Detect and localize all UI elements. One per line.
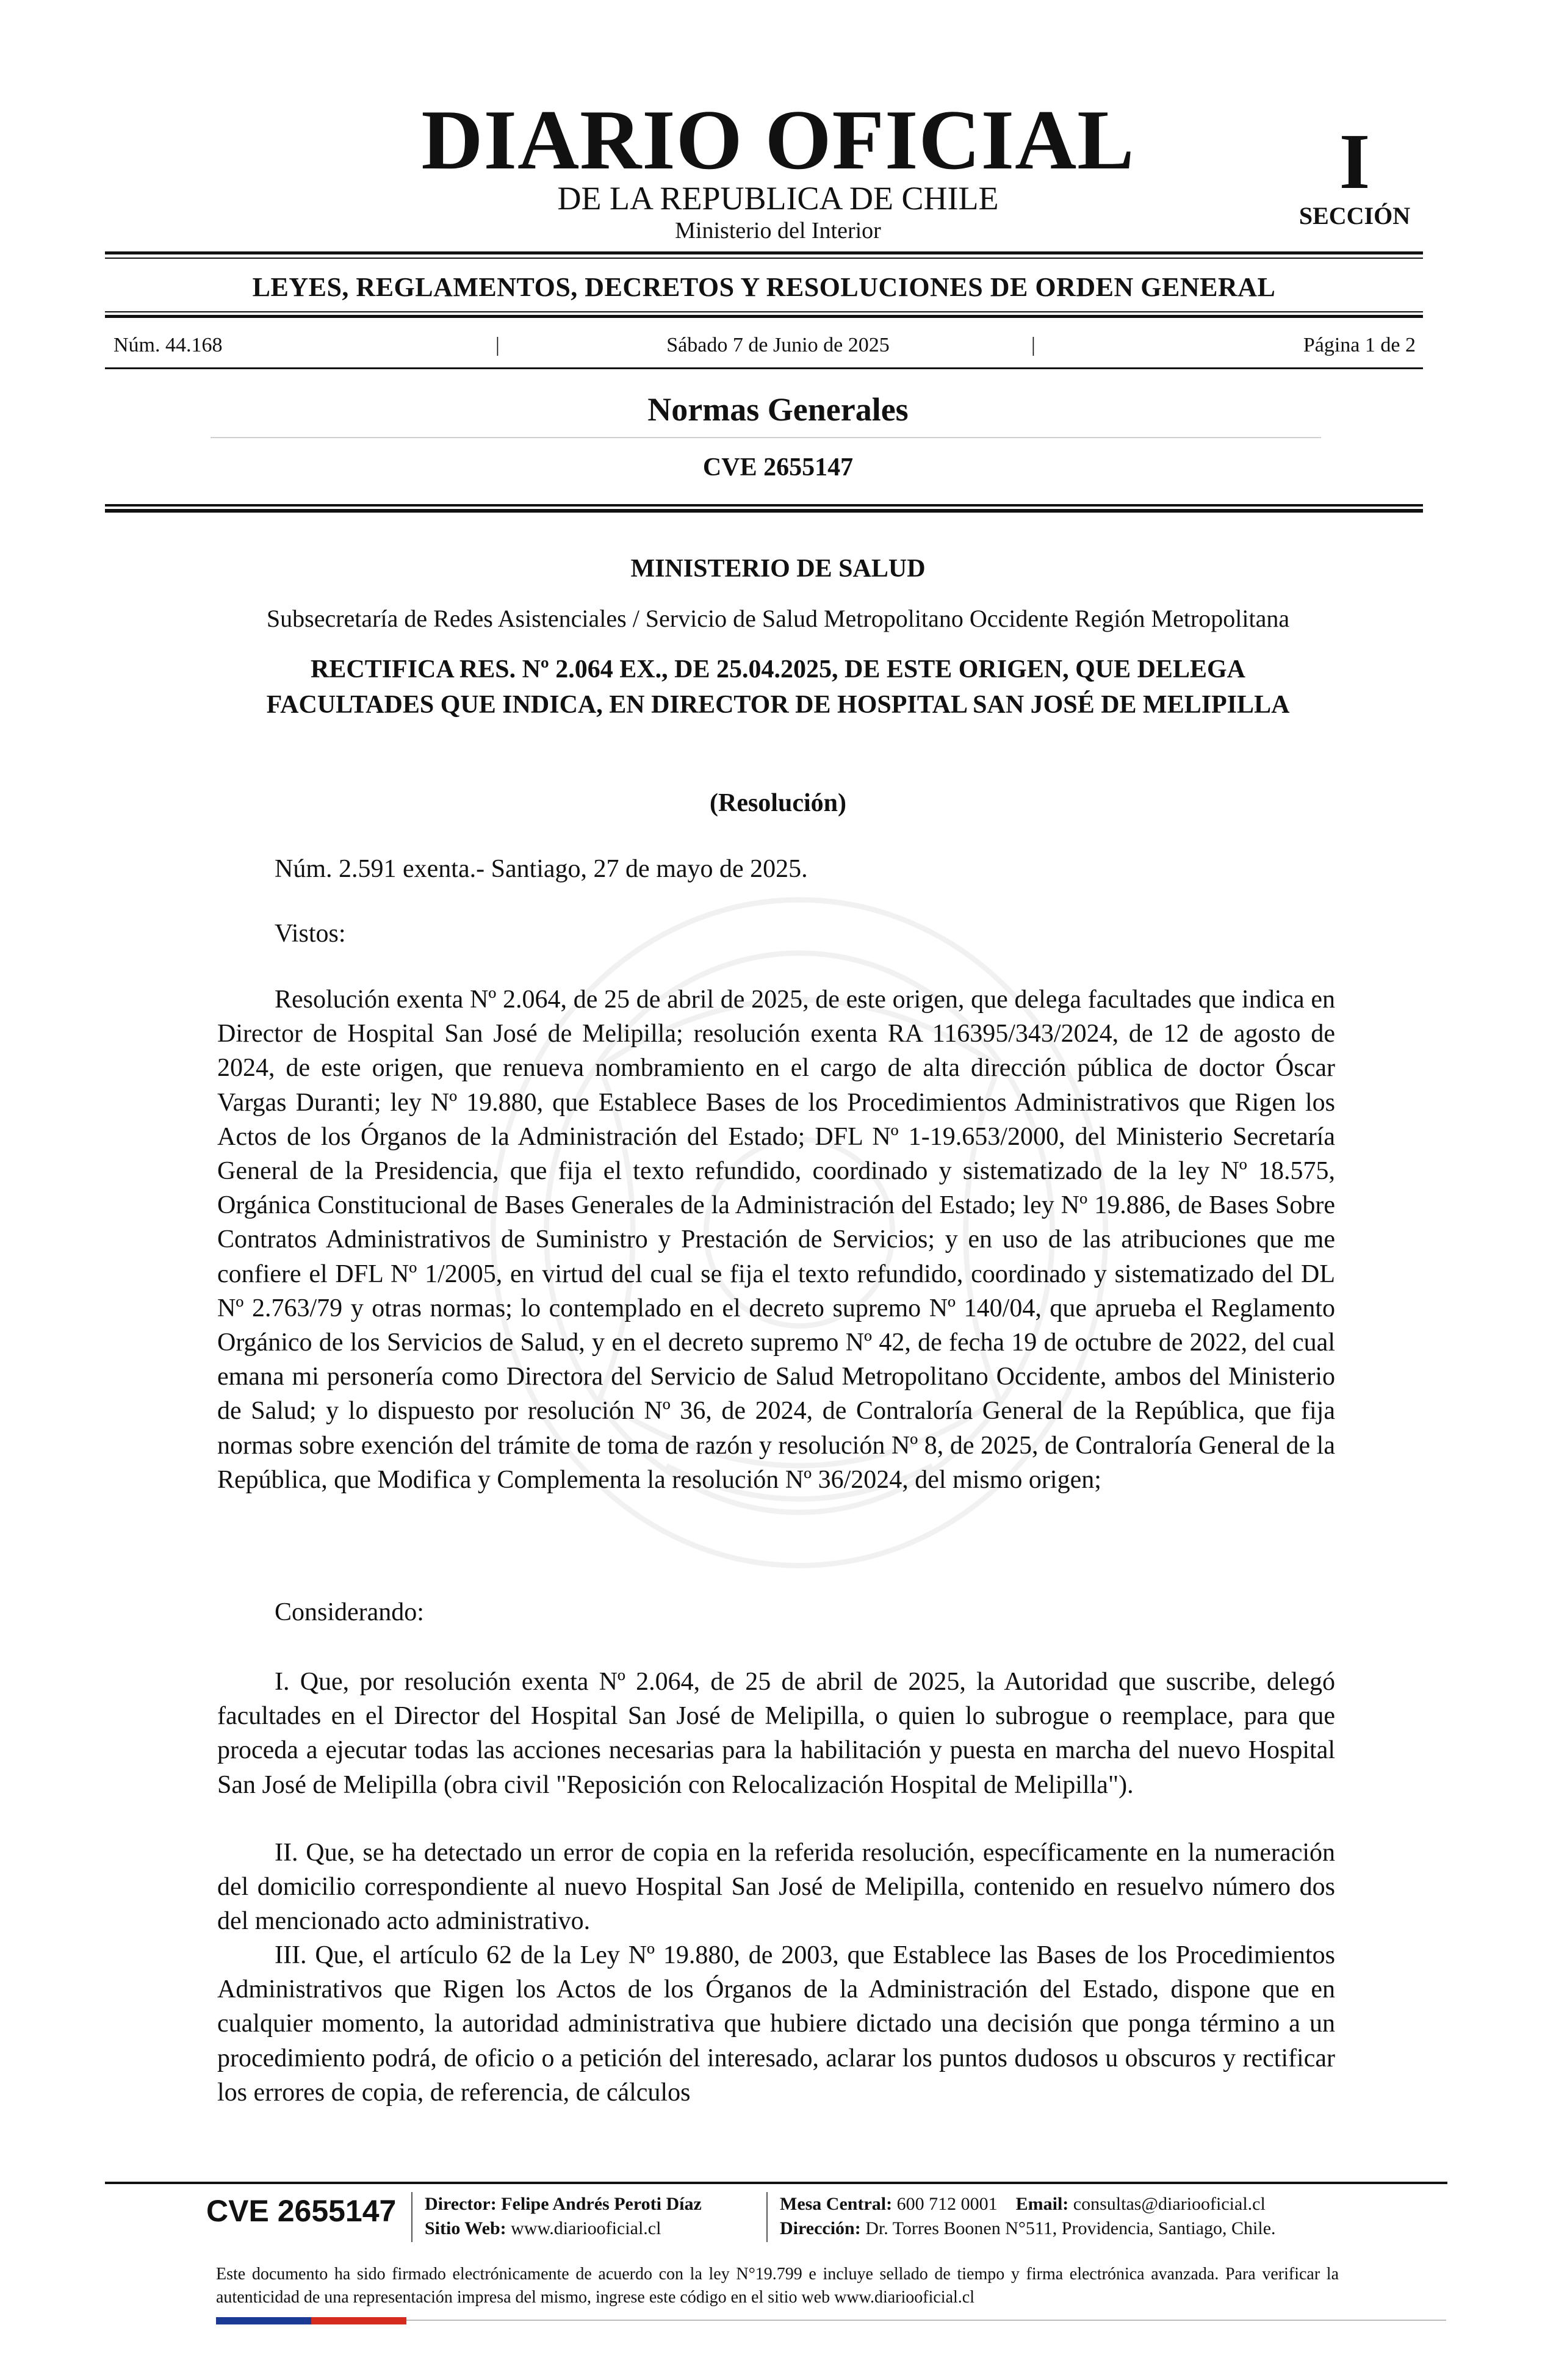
page-indicator: Página 1 de 2 xyxy=(1303,334,1416,356)
flag-stripe-red xyxy=(311,2317,406,2324)
newspaper-subtitle: DE LA REPUBLICA DE CHILE xyxy=(557,180,999,217)
vistos-label: Vistos: xyxy=(275,920,346,948)
header-rule-top-thin xyxy=(105,258,1423,259)
vistos-paragraph: Resolución exenta Nº 2.064, de 25 de abril de 2025, de este origen, que delega facultades que indica en Director de Hospital San José de Melipilla; resolución exenta RA 116395/343/2024, de 12 de agosto de 2024, de este origen, que renueva nombramiento en el cargo de alta dirección pública de doctor Óscar Vargas Duranti; ley Nº 19.880, que Establece Bases de los Procedimientos Administrativos que Rigen los Actos de los Órganos de la Administración del Estado; DFL Nº 1-19.653/2000, del Ministerio Secretaría General de la Presidencia, que fija el texto refundido, coordinado y sistematizado de la ley Nº 18.575, Orgánica Constitucional de Bases Generales de la Administración del Estado; ley Nº 19.886, de Bases Sobre Contratos Administrativos de Suministro y Prestación de Servicios; y en uso de las atribuciones que me confiere el DFL Nº 1/2005, en virtud del cual se fija el texto refundido, coordinado y sistematizado del DL Nº 2.763/79 y otras normas; lo contemplado en el decreto supremo Nº 140/04, que aprueba el Reglamento Orgánico de los Servicios de Salud, y en el decreto supremo Nº 42, de fecha 19 de octubre de 2022, del cual emana mi personería como Directora del Servicio de Salud Metropolitano Occidente, ambos del Ministerio de Salud; y lo dispuesto por resolución Nº 36, de 2024, de Contraloría General de la República, que fija normas sobre exención del trámite de toma de razón y resolución Nº 8, de 2025, de Contraloría General de la República, que Modifica y Complementa la resolución Nº 36/2024, del mismo origen; xyxy=(217,986,1335,1494)
category-rule xyxy=(211,437,1321,438)
document-type: (Resolución) xyxy=(710,789,846,817)
section-label: SECCIÓN xyxy=(1298,202,1411,229)
issue-number: Núm. 44.168 xyxy=(113,334,223,356)
header-rule-mid-thick xyxy=(105,315,1423,318)
cve-rule-top xyxy=(105,504,1423,507)
info-separator: | xyxy=(1031,334,1036,356)
category-heading: Normas Generales xyxy=(647,391,909,428)
document-subsecretaria: Subsecretaría de Redes Asistenciales / Servicio de Salud Metropolitano Occidente Región Metropolitana xyxy=(266,605,1290,632)
considerando-paragraph-1: I. Que, por resolución exenta Nº 2.064, de 25 de abril de 2025, la Autoridad que suscribe, delegó facultades en el Director del Hospital San José de Melipilla, o quien lo subrogue o reemplace, para que proceda a ejecutar todas las acciones necesarias para la habilitación y puesta en marcha del nuevo Hospital San José de Melipilla (obra civil "Reposición con Relocalización Hospital de Melipilla"). xyxy=(217,1668,1335,1799)
resolution-number: Núm. 2.591 exenta.- Santiago, 27 de mayo de 2025. xyxy=(275,855,808,883)
flag-stripe-line xyxy=(406,2320,1446,2321)
footer-mesa-central: Mesa Central: 600 712 0001 Email: consultas@diariooficial.cl xyxy=(780,2194,1266,2214)
footer-address: Dirección: Dr. Torres Boonen N°511, Providencia, Santiago, Chile. xyxy=(780,2218,1276,2238)
section-number: I xyxy=(1339,118,1371,206)
footer-cve-code: CVE 2655147 xyxy=(206,2194,397,2228)
header-rule-top xyxy=(105,251,1423,254)
considerando-paragraph-2: II. Que, se ha detectado un error de copia en la referida resolución, específicamente en la numeración del domicilio correspondiente al nuevo Hospital San José de Melipilla, contenido en resuelvo número dos del mencionado acto administrativo. xyxy=(217,1839,1335,1936)
cve-rule-bottom xyxy=(105,509,1423,513)
footer-director: Director: Felipe Andrés Peroti Díaz xyxy=(425,2194,702,2214)
document-ministry: MINISTERIO DE SALUD xyxy=(630,555,926,583)
footer-website: Sitio Web: www.diariooficial.cl xyxy=(425,2218,661,2238)
newspaper-title: DIARIO OFICIAL xyxy=(421,93,1135,187)
flag-stripe-blue xyxy=(216,2317,311,2324)
info-rule xyxy=(105,367,1423,369)
cve-code: CVE 2655147 xyxy=(702,453,854,481)
laws-banner: LEYES, REGLAMENTOS, DECRETOS Y RESOLUCIONES DE ORDEN GENERAL xyxy=(252,272,1276,302)
considerando-paragraph-3: III. Que, el artículo 62 de la Ley Nº 19.880, de 2003, que Establece las Bases de los Procedimientos Administrativos que Rigen los Actos de los Órganos de la Administración del Estado, dispone que en cualquier momento, la autoridad administrativa que hubiere dictado una decisión que ponga término a un procedimiento podrá, de oficio o a petición del interesado, aclarar los puntos dudosos u obscuros y rectificar los errores de copia, de referencia, de cálculos xyxy=(217,1941,1335,2107)
issue-date: Sábado 7 de Junio de 2025 xyxy=(666,334,890,356)
footer-email-link[interactable]: consultas@diariooficial.cl xyxy=(1073,2194,1266,2214)
info-separator: | xyxy=(495,334,500,356)
header-rule-mid xyxy=(105,311,1423,312)
footer-website-link[interactable]: www.diariooficial.cl xyxy=(511,2218,661,2238)
newspaper-ministry: Ministerio del Interior xyxy=(675,218,881,243)
footer-divider xyxy=(766,2192,768,2242)
footer-divider xyxy=(411,2192,412,2242)
footer-rule xyxy=(105,2182,1447,2184)
document-title: RECTIFICA RES. Nº 2.064 EX., DE 25.04.2025, DE ESTE ORIGEN, QUE DELEGA FACULTADES QUE INDICA, EN DIRECTOR DE HOSPITAL SAN JOSÉ DE MELIPILLA xyxy=(266,655,1290,719)
footer-notice: Este documento ha sido firmado electrónicamente de acuerdo con la ley N°19.799 e incluye sellado de tiempo y firma electrónica avanzada. Para verificar la autenticidad de una representación impresa del mismo, ingrese este código en el sitio web www.diariooficial.cl xyxy=(216,2265,1339,2307)
considerando-label: Considerando: xyxy=(275,1598,424,1626)
